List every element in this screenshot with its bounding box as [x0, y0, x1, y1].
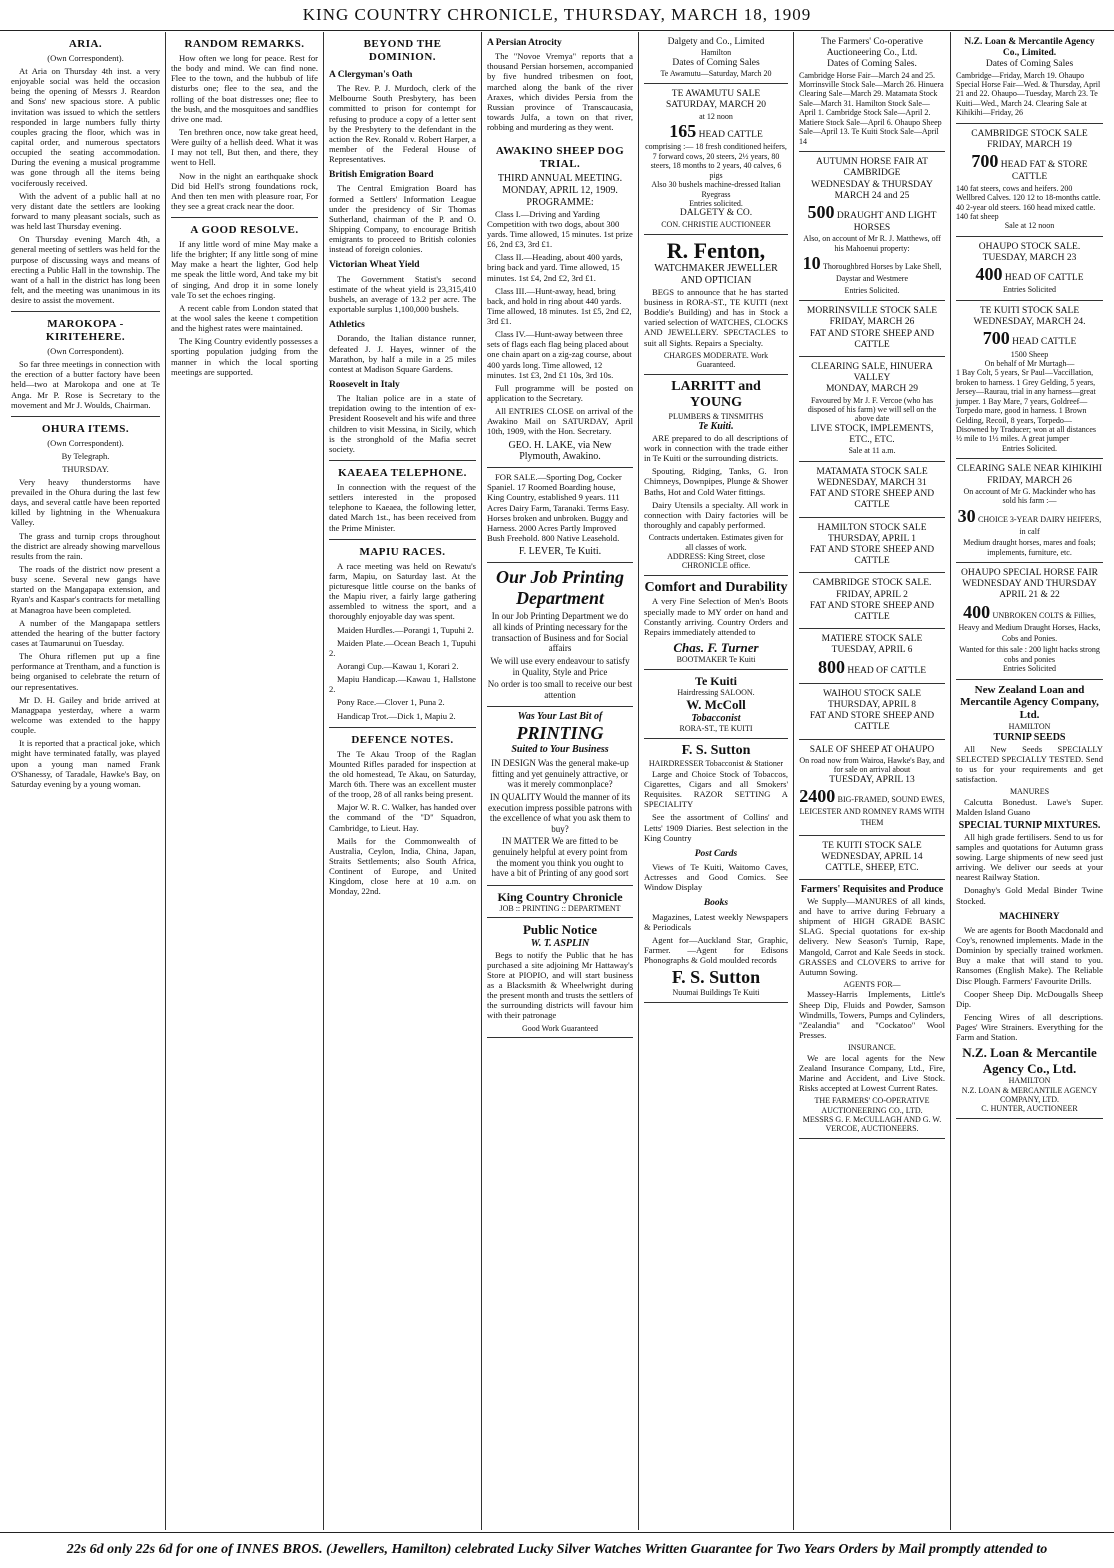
ad-subheading: TURNIP SEEDS [993, 731, 1066, 743]
ad-body: 140 fat steers, cows and heifers. 200 Wellbred Calves. 120 12 to 18-months cattle. 40 2-year old steers. 160 head mixed cattle. 140 fat sheep [956, 183, 1101, 221]
ad-note: All ENTRIES CLOSE on arrival of the Awakino Mail on SATURDAY, April 10th, 1909, with the Hon. Secretary. [487, 406, 633, 437]
ad-bullet: We will use every endeavour to satisfy in Quality, Style and Price [490, 655, 630, 677]
ad-date: FRIDAY, MARCH 26 [829, 317, 915, 328]
ad-body: Fencing Wires of all descriptions. Pages' Wire Strainers. Everything for the Farm and Station. [956, 1012, 1103, 1043]
head-count: 400 [975, 264, 1003, 285]
ad-signature: F. LEVER, Te Kuiti. [518, 546, 602, 558]
aria-paragraph: With the advent of a public hall at no very distant date the settlers are looking forward to many pleasant socials, such as was held last Thursday evening. [11, 190, 160, 232]
column-7 [951, 32, 1108, 1530]
ad-date: WEDNESDAY, MARCH 24. [973, 317, 1086, 328]
news-subheading: British Emigration Board [329, 170, 434, 181]
ad-body: On account of Mr G. Mackinder who has sold his farm :— [963, 486, 1096, 506]
ad-title: AWAKINO SHEEP DOG TRIAL. [495, 145, 625, 171]
ad-subheading: INSURANCE. [848, 1043, 896, 1053]
ad-line: HAMILTON [1008, 722, 1051, 732]
ohaupo-horse-fair-ad [956, 563, 1103, 680]
ad-body: See the assortment of Collins' and Letts' 1909 Diaries. Best selection in the King Country [644, 812, 788, 843]
ad-date: THURSDAY, APRIL 1 [827, 533, 917, 544]
ad-line: Tobacconist [691, 712, 741, 724]
ad-name: N.Z. Loan & Mercantile Agency Co., Ltd. [962, 1045, 1097, 1076]
ad-bullet: IN DESIGN Was the general make-up fitting and yet genuinely attractive, or was it merely commonplace? [491, 758, 629, 790]
ohaupo-sheep-sale-ad [799, 740, 945, 836]
divider [329, 727, 476, 728]
ad-title: LARRITT and YOUNG [671, 378, 761, 411]
news-subheading: A Clergyman's Oath [329, 69, 413, 80]
ad-line: HEAD OF CATTLE [847, 665, 926, 676]
mccoll-ad [644, 670, 788, 739]
aria-paragraph: On Thursday evening March 4th, a general meeting of settlers was held for the purpose of discussing ways and means of erecting a Public Hall in the township. The want of a hall in the district has long been felt, and the meeting was unanimous in its desire to assist the movement. [11, 234, 160, 306]
ad-body: Also, on account of Mr R. J. Matthews, off his Mahoenui property: [803, 234, 941, 253]
ad-body: Cambridge—Friday, March 19. Ohaupo Special Horse Fair—Wed. & Thursday, April 21 and 22. Ohaupo—Tuesday, March 23. Te Kuiti—Wed., March 24. Clearing Sale at Kihikihi—Friday, 26 [956, 70, 1101, 118]
column-4 [482, 32, 639, 1530]
ad-line: CHOICE 3-YEAR DAIRY HEIFERS, in calf [978, 514, 1102, 536]
ad-line: Nuumai Buildings Te Kuiti [672, 988, 760, 998]
ad-title: CLEARING SALE, HINUERA VALLEY [811, 361, 933, 384]
nz-loan-ad [956, 32, 1103, 124]
ad-date: TUESDAY, APRIL 6 [831, 645, 913, 656]
comfort-durability-ad [644, 576, 788, 670]
ad-list [487, 758, 633, 879]
marokopa-heading: MAROKOPA - KIRITEHERE. [45, 318, 126, 344]
ad-name: F. S. Sutton [671, 967, 761, 988]
ad-line: HAMILTON [1008, 1076, 1051, 1086]
random-paragraph: Ten brethren once, now take great heed, Were guilty of a hellish deed. What it was I may not tell, But then, and there, they went to Hell. [171, 126, 318, 168]
ad-line: FAT AND STORE SHEEP AND CATTLE [809, 489, 935, 511]
ad-signature: THE FARMERS' CO-OPERATIVE AUCTIONEERING CO., LTD. [814, 1096, 930, 1115]
ad-body: All high grade fertilisers. Send to us for samples and quotations for Autumn grass sowing. Large shipments of new seed just arriving. We deliver our seeds at your nearest Railway Station. [956, 831, 1103, 883]
ad-title: TE KUITI STOCK SALE [979, 305, 1080, 316]
ad-line: Sale at 11 a.m. [848, 446, 896, 456]
ad-date: TUESDAY, APRIL 13 [829, 774, 915, 785]
ad-name: W. T. ASPLIN [530, 937, 590, 949]
ad-body: Also 30 bushels machine-dressed Italian Ryegrass [651, 180, 781, 199]
ad-line: Entries Solicited. [1001, 443, 1058, 453]
ad-line: RORA-ST., TE KUITI [679, 724, 753, 734]
ad-body: Large and Choice Stock of Tobaccos, Cigarettes, Cigars and all Smokers' Requisites. RAZOR SETTING A SPECIALITY [644, 768, 788, 810]
sheep-dog-trial-ad [487, 135, 633, 468]
nz-loan-hamilton-ad [956, 680, 1103, 1119]
random-paragraph: Now in the night an earthquake shock Did bid Hell's strong foundations rock, And then ten men with pleasure roar, For they see a great crack near the door. [171, 170, 318, 211]
class-entry: Class I.—Driving and Yarding Competition with two dogs, about 300 yards. Time allowed, 15 minutes. 1st prize £6, 2nd £3, 3rd £1. [487, 208, 633, 250]
ad-body: Agent for—Auckland Star, Graphic, Farmer. —Agent for Edisons Phonographs & Gold moulded records [644, 934, 788, 966]
ad-title: CAMBRIDGE STOCK SALE [971, 128, 1088, 139]
job-printing-ad [487, 563, 633, 707]
race-result: Pony Race.—Clover 1, Puna 2. [337, 697, 445, 708]
ohura-paragraph: Very heavy thunderstorms have prevailed in the Ohura during the last few days, and several cattle have been reported killed by lightning in the Whenuakura Valley. [11, 476, 160, 528]
ad-title: MATIERE STOCK SALE [821, 634, 923, 645]
te-awamutu-sale-ad [644, 84, 788, 235]
ad-date: TUESDAY, MARCH 23 [982, 253, 1077, 264]
ad-line: Was Your Last Bit of [517, 711, 603, 723]
head-count: 700 [971, 151, 999, 172]
head-count: 500 [807, 201, 835, 222]
ad-date: MONDAY, APRIL 12, 1909. [502, 185, 618, 197]
ohura-paragraph: The roads of the district now present a busy scene. Several new gangs have started on the Mangapapa extension, and Ryan's and Kaspar's contracts for metalling at Managroa have been completed. [11, 564, 160, 615]
ad-body: BEGS to announce that he has started business in RORA-ST., TE KUITI (next Boddie's Building) and has in Stock a varied selection of WATCHES, CLOCKS AND JEWELLERY. SPECTACLES to suit all Sights. Repairs a Specialty. [644, 286, 788, 348]
mapiu-races-heading: MAPIU RACES. [359, 545, 446, 558]
ad-title: Public Notice [522, 922, 597, 938]
news-paragraph: The Central Emigration Board has formed a Settlers' Information League under the presidency of Sir Thomas Sutherland, chairman of the P. and O. Shipping Company, to encourage British emigrants to proceed to British colonies instead of foreign colonies. [329, 183, 476, 255]
good-resolve-heading: A GOOD RESOLVE. [190, 224, 299, 237]
defence-paragraph: Mails for the Commonwealth of Australia, Ceylon, India, China, Japan, Straits Settlements; also South Africa, Continent of Europe, and United Kingdom, close here at 10 a.m. on Monday, 22nd. [329, 835, 476, 897]
matamata-sale-ad [799, 462, 945, 518]
ad-line: Good Work Guaranteed [521, 1023, 599, 1033]
ad-body: Favoured by Mr J. F. Vercoe (who has disposed of his farm) we will sell on the above date [807, 395, 937, 424]
ad-line: Dates of Coming Sales. [827, 59, 917, 70]
matiere-sale-ad [799, 629, 945, 684]
resolve-poem: If any little word of mine May make a life the brighter; If any little song of mine May make a heart the lighter, God help me speak the little word, And take my bit of singing, And drop it in some lonely vale To set the echoes ringing. [171, 239, 318, 300]
class-entry: Class III.—Hunt-away, head, bring back, and hold in ring about 440 yards. Time allowed, 18 minutes. 1st £5, 2nd £2, 3rd £1. [487, 285, 632, 327]
ad-title: AUTUMN HORSE FAIR AT CAMBRIDGE [816, 157, 928, 179]
race-result: Maiden Hurdles.—Porangi 1, Tupuhi 2. [337, 624, 474, 635]
news-paragraph: The "Novoe Vremya" reports that a thousand Persian horsemen, accompanied by five hundred tribesmen on foot, marched along the bank of the river Araxes, which divides Persia from the Russian province of Transcaucasia, towards Julfa, a town on that river, robbing and murdering as they went. [487, 51, 633, 133]
ad-line: Te Kuiti. [698, 421, 734, 433]
ad-title: F. S. Sutton [681, 742, 751, 758]
ad-line: WATCHMAKER JEWELLER AND OPTICIAN [654, 263, 778, 287]
ad-body: ARE prepared to do all descriptions of work in connection with the trade either in Te Kuiti or the surrounding districts. [644, 432, 788, 464]
ad-title: R. Fenton, [666, 238, 766, 264]
ad-line: 1500 Sheep [1010, 349, 1049, 359]
kaeaea-paragraph: In connection with the request of the settlers interested in the proposed telephone to Kaeaea, the following letter, dated March 1st., has been received from the Prime Minister. [329, 482, 476, 533]
ad-title: MATAMATA STOCK SALE [816, 466, 928, 477]
ad-line: HEAD CATTLE [1012, 337, 1077, 348]
ad-line: On behalf of Mr Murtagh— [984, 358, 1075, 368]
column-3 [324, 32, 482, 1530]
ad-body: Wanted for this sale : 200 light hacks strong cobs and ponies [959, 645, 1100, 664]
ohura-telegraph: By Telegraph. [61, 450, 110, 461]
ad-body: 1 Bay Colt, 5 years, Sr Paul—Vaccillation, broken to harness. 1 Grey Gelding, 5 years, Jersey—Raurau, trial in any harness—great jumper. 1 Bay Mare, 7 years, Goldreef—Torpedo mare, good in harness. 1 Brown Gelding, Recoil, 8 years, Torpedo—Disowned by Traducer; won at all distances ½ mile to 1½ miles. A great jumper [956, 368, 1096, 444]
ad-line: THIRD ANNUAL MEETING. [497, 173, 623, 185]
ad-line: Hairdressing SALOON. [677, 687, 755, 697]
ad-line: PLUMBERS & TINSMITHS [668, 411, 764, 421]
ohura-byline: (Own Correspondent). [47, 437, 124, 448]
ad-line: FAT AND STORE SHEEP AND CATTLE [809, 711, 935, 733]
head-count: 10 [802, 253, 821, 274]
ad-bullet: In our Job Printing Department we do all kinds of Printing necessary for the transaction of Business and for Social affairs [491, 611, 629, 654]
ad-line: at 12 noon [699, 111, 733, 121]
ohaupo-stock-sale-ad [956, 237, 1103, 301]
class-entry: Class II.—Heading, about 400 yards, bring back and yard. Time allowed, 15 minutes. 1st £4, 2nd £2, 3rd £1. [487, 252, 623, 283]
ad-title: Dalgety and Co., Limited [667, 37, 765, 47]
divider [171, 217, 318, 218]
divider [329, 460, 476, 461]
morrinsville-sale-ad [799, 301, 945, 357]
ad-line: LIVE STOCK, IMPLEMENTS, ETC., ETC. [810, 423, 934, 446]
marokopa-paragraph: So far three meetings in connection with the erection of a butter factory have been held—two at Marokopa and one at Te Anga. Mr P. Rose is Secretary to the movement and Mr J. Woulds, Chairman. [11, 359, 160, 410]
ad-line: UNBROKEN COLTS & Fillies, Heavy and Medium Draught Horses, Hacks, Cobs and Ponies. [958, 610, 1101, 643]
ad-subheading: Post Cards [694, 848, 738, 859]
divider [11, 311, 160, 312]
ad-title: WAIHOU STOCK SALE [823, 688, 921, 699]
kihikihi-clearing-sale-ad [956, 459, 1103, 563]
ad-line: HAIRDRESSER Tobacconist & Stationer [648, 759, 784, 769]
news-paragraph: The Government Statist's second estimate of the wheat yield is 23,315,410 bushels, an average of 13.2 per acre. The exportable surplus 1,100,000 bushels. [329, 273, 476, 315]
farmers-coop-ad [799, 32, 945, 152]
ad-title: MORRINSVILLE STOCK SALE [806, 306, 938, 317]
resolve-paragraph: A recent cable from London stated that at the wool sales the keene t competition and the highest rates were maintained. [171, 302, 318, 334]
resolve-paragraph: The King Country evidently possesses a sporting population judging from the manner in which the local sporting meetings are supported. [171, 336, 318, 377]
divider [329, 539, 476, 540]
ad-date: FRIDAY, APRIL 2 [836, 589, 908, 600]
ad-body: On road now from Wairoa, Hawke's Bay, and for sale on arrival about [799, 755, 945, 775]
printing-ad [487, 707, 633, 886]
ad-list [487, 611, 633, 700]
ad-title: OHAUPO SPECIAL HORSE FAIR [961, 567, 1098, 578]
ad-bullet: IN QUALITY Would the manner of its execution impress possible patrons with the excellence of what you ask them to buy? [488, 791, 632, 834]
ad-line: Entries solicited. [689, 198, 743, 208]
news-paragraph: Dorando, the Italian distance runner, defeated J. J. Hayes, winner of the Marathon, by half a mile in a 25 miles contest at Madison Square Gardens. [329, 333, 476, 374]
ad-line: Sale at 12 noon [1004, 221, 1055, 231]
random-paragraph: How often we long for peace. Rest for the body and mind. We can find none. Flee to the town, and the hubbub of life disturbs one; flee to the sea, and the rolling of the boat distresses one; flee to the bush, and the mosquitoes and sandflies drive one mad. [171, 52, 318, 124]
news-subheading: Athletics [329, 320, 365, 331]
column-5 [639, 32, 794, 1530]
divider [11, 416, 160, 417]
ohura-paragraph: The Ohura riflemen put up a fine performance at Trentham, and a function is being organised to celebrate the return of our representatives. [11, 651, 160, 692]
ohura-paragraph: Mr D. H. Gailey and bride arrived at Managpapa yesterday, where a warm welcome was extended to the happy couple. [11, 694, 160, 736]
race-result: Handicap Trot.—Dick 1, Mapiu 2. [337, 710, 456, 721]
beyond-dominion-heading: BEYOND THE DOMINION. [363, 38, 442, 63]
ad-title: HAMILTON STOCK SALE [817, 522, 927, 533]
hamilton-sale-ad [799, 518, 945, 574]
ad-line: Hamilton [700, 48, 732, 58]
ad-subheading: MANURES [1009, 787, 1050, 797]
ad-body: We are agents for Booth Macdonald and Coy's, renowned implements. Made in the Dominion by specially trained workmen. Buy a make that will stand to you. Ransomes (English Make). The Reliable Disc Plough. Farmers' Favourite Drills. [956, 924, 1103, 986]
class-entry: Class IV.—Hunt-away between three sets of flags each flag being placed about one chain apart on a zig-zag course, about 400 yards long. Time allowed, 12 minutes. 1st £3, 2nd £1 10s, 3rd 10s. [487, 329, 632, 380]
column-6 [794, 32, 951, 1530]
ad-title: Te Kuiti [695, 673, 737, 688]
newspaper-page [6, 32, 1108, 1530]
autumn-horse-fair-ad [799, 152, 945, 301]
ad-title: Farmers' Requisites and Produce [800, 884, 944, 896]
aria-paragraph: At Aria on Thursday 4th inst. a very enjoyable social was held the occasion being the opening of Messrs J. Reardon and Sons' new spacious store. A public invitation was issued to which the settlers responded in large numbers fully thirty couples gracing the floor, which was in capital order, and numerous spectators occupied the seating accommodation. During the evening a musical programme was gone through all the items being vociferously received. [11, 65, 160, 188]
ad-body: Calcutta Bonedust. Lawe's Super. Malden Island Guano [956, 796, 1103, 817]
ad-signature: GEO. H. LAKE, via New Plymouth, Awakino. [508, 439, 612, 463]
head-count: 400 [963, 601, 991, 622]
ad-body: Dairy Utensils a specialty. All work in connection with Dairy factories will be thoroughly and capably performed. [644, 499, 788, 530]
ad-subheading: AGENTS FOR— [843, 980, 901, 990]
fenton-ad [644, 235, 788, 375]
ad-body: Magazines, Latest weekly Newspapers & Periodicals [644, 911, 788, 932]
ad-title: CLEARING SALE NEAR KIHIKIHI [957, 464, 1102, 475]
ad-line: BIG-FRAMED, SOUND EWES, LEICESTER AND ROMNEY RAMS WITH THEM [799, 794, 945, 828]
kaeaea-heading: KAEAEA TELEPHONE. [338, 467, 467, 480]
ad-line: Suited to Your Business [511, 744, 609, 756]
ohura-day: THURSDAY. [62, 463, 109, 474]
ad-line: ADDRESS: King Street, close CHRONICLE office. [667, 551, 765, 571]
ad-line: CHARGES MODERATE. Work Guaranteed. [663, 350, 769, 370]
ad-body: Cambridge Horse Fair—March 24 and 25. Morrinsville Stock Sale—March 26. Hinuera Clearing Sale—March 29. Matamata Stock Sale—March 31. Hamilton Stock Sale—April 1. Cambridge Stock Sale—April 2. Matiere Stock Sale—April 6. Ohaupo Sheep Sale—April 13. Te Kuiti Stock Sale—April 14 [799, 70, 944, 146]
ad-body: Donaghy's Gold Medal Binder Twine Stocked. [956, 885, 1103, 906]
news-paragraph: The Italian police are in a state of trepidation owing to the intention of ex-President Roosevelt and his wife and three children to visit Messina, in Sicily, which is the stronghold of the Mafia secret society. [329, 393, 476, 454]
ad-title: King Country Chronicle [497, 889, 623, 904]
head-count: 165 [669, 121, 697, 142]
sutton-ad [644, 739, 788, 1003]
ad-body: We are local agents for the New Zealand Insurance Company, Ltd., Fire, Marine and Accident, and Live Stock. Risks accepted at Lowest Current Rates. [799, 1052, 945, 1094]
waihou-sale-ad [799, 684, 945, 740]
ad-title: PRINTING [516, 723, 604, 744]
cambridge-sale-ad [799, 573, 945, 629]
ohura-paragraph: The grass and turnip crops throughout the district are already showing marvellous results from the rain. [11, 530, 160, 561]
ad-title: New Zealand Loan and Mercantile Agency Company, Ltd. [960, 683, 1099, 722]
ad-line: FAT AND STORE SHEEP AND CATTLE [809, 600, 935, 622]
ad-subheading: MACHINERY [999, 911, 1060, 922]
ad-line: Entries Solicited. [844, 285, 900, 295]
ad-line: Entries Solicited [1002, 664, 1057, 674]
ad-title: The Farmers' Co-operative Auctioneering Co., Ltd. [821, 37, 923, 59]
ad-line: DRAUGHT AND LIGHT HORSES [836, 210, 937, 234]
masthead: KING COUNTRY CHRONICLE, THURSDAY, MARCH 18, 1909 [0, 0, 1114, 31]
defence-paragraph: Major W. R. C. Walker, has handed over the command of the "D" Squadron, Cambridge, to Lieut. Hay. [329, 802, 476, 833]
public-notice-ad [487, 918, 633, 1038]
te-kuiti-sale-ad [799, 836, 945, 881]
aria-byline: (Own Correspondent). [47, 52, 124, 63]
ad-body: Massey-Harris Implements, Little's Sheep Dip, Fluids and Powder, Samson Windmills, Towers, Pumps and Cylinders, "Zealandia" and "Cockatoo" Wool Presses. [799, 989, 945, 1041]
ad-date: FRIDAY, MARCH 19 [987, 140, 1072, 150]
ad-line: Te Awamutu—Saturday, March 20 [660, 68, 772, 78]
ad-body: Medium draught horses, mares and foals; implements, furniture, etc. [963, 538, 1096, 557]
ad-subheading: SPECIAL TURNIP MIXTURES. [958, 819, 1101, 831]
ad-line: Te Kuiti [729, 655, 756, 665]
ad-signature: N.Z. LOAN & MERCANTILE AGENCY COMPANY, LTD. [961, 1085, 1098, 1104]
ad-name: W. McColl [686, 697, 746, 713]
ad-title: N.Z. Loan & Mercantile Agency Co., Limited. [964, 37, 1095, 59]
ad-line: Dates of Coming Sales [672, 57, 760, 68]
ad-date: WEDNESDAY, MARCH 31 [817, 477, 927, 488]
ad-line: Entries Solicited [1002, 285, 1057, 295]
ad-title: TE KUITI STOCK SALE [822, 840, 922, 851]
ad-date: WEDNESDAY AND THURSDAY APRIL 21 & 22 [962, 579, 1097, 601]
ad-line: HEAD FAT & STORE CATTLE [1000, 160, 1088, 183]
ohura-paragraph: It is reported that a practical joke, which might have terminated fatally, was played upon a young man named Frank O'Shanessy, of Taradale, Hawke's Bay, on Saturday evening by a young woman. [11, 738, 160, 789]
ad-body: Begs to notify the Public that he has purchased a site adjoining Mr Hattaway's Store at PIOPIO, and will start business as a Blacksmith & Wheelwright during the present month and trusts the settlers of the surrounding districts will favour him with their patronage [487, 949, 633, 1021]
te-kuiti-stock-sale-ad [956, 301, 1103, 459]
ohura-paragraph: A number of the Mangapapa settlers attended the hearing of the butter factory cases at Taumarunui on Tuesday. [11, 617, 160, 648]
kcc-ad [487, 886, 633, 919]
ad-date: MONDAY, MARCH 29 [825, 384, 919, 395]
ad-signature: DALGETY & CO. [679, 208, 753, 219]
ad-signature: C. HUNTER, AUCTIONEER [981, 1104, 1078, 1114]
race-result: Aorangi Cup.—Kawau 1, Korari 2. [337, 660, 459, 671]
ad-line: FAT AND STORE SHEEP AND CATTLE [809, 544, 935, 567]
larritt-young-ad [644, 375, 788, 576]
head-count: 800 [817, 656, 845, 677]
ad-signature: MESSRS G. F. McCULLAGH AND G. W. VERCOE, AUCTIONEERS. [802, 1115, 942, 1134]
ad-name: Chas. F. Turner [673, 639, 759, 655]
ad-line: BOOTMAKER [676, 655, 728, 665]
ad-note: Full programme will be posted on application to the Secretary. [487, 382, 633, 404]
ad-line: CATTLE, SHEEP, ETC. [825, 862, 919, 873]
ad-title: CAMBRIDGE STOCK SALE. [812, 578, 932, 589]
ad-body: comprising :— 18 fresh conditioned heifers, 7 forward cows, 20 steers, 2½ years, 80 steers, 18 months to 2 years, 40 calves, 6 pigs [645, 142, 787, 180]
ad-title: Comfort and Durability [644, 579, 788, 595]
dalgety-ad [644, 32, 788, 84]
column-1 [6, 32, 166, 1530]
aria-heading: ARIA. [68, 38, 103, 50]
ad-title: Our Job Printing Department [495, 566, 625, 609]
race-result: Mapiu Handicap.—Kawau 1, Hallstone 2. [329, 674, 476, 695]
news-subheading: Victorian Wheat Yield [329, 260, 420, 271]
ad-body: We Supply—MANURES of all kinds, and have to arrive during February a shipment of HIGH GRADE BASIC SLAG. Special quotations for ex-ship delivery. New Season's Turnip, Rape, Mangold, Carrot and Kale Seeds in stock. GRASSES and CLOVERS to arrive for Autumn Sowing. [799, 895, 945, 977]
ad-body: Views of Te Kuiti, Waitomo Caves, Actresses and Good Comics. See Window Display [644, 861, 788, 893]
ad-body: All New Seeds SPECIALLY SELECTED SPECIALLY TESTED. Send to us for your requirements and get satisfaction. [956, 743, 1103, 785]
ad-line: Dates of Coming Sales [985, 59, 1074, 70]
ohura-heading: OHURA ITEMS. [41, 422, 130, 435]
ad-line: JOB :: PRINTING :: DEPARTMENT [499, 904, 621, 914]
ad-bullet: IN MATTER We are fitted to be genuinely helpful at every point from the moment you think you ought to have a bit of Printing of any good sort [491, 836, 629, 879]
farmers-requisites-ad [799, 880, 945, 1139]
ad-date: FRIDAY, MARCH 26 [987, 475, 1072, 486]
ad-title: SALE OF SHEEP AT OHAUPO [809, 744, 935, 755]
ad-subheading: Books [703, 898, 729, 909]
ad-date: THURSDAY, APRIL 8 [827, 699, 917, 710]
marokopa-byline: (Own Correspondent). [47, 346, 124, 357]
mapiu-paragraph: A race meeting was held on Rewatu's farm, Mapiu, on Saturday last. At the picturesque little course on the banks of the Mapiu river, a fairly large gathering assembled to witness the sport, and a thoroughly enjoyable day was spent. [329, 560, 476, 622]
ad-line: PROGRAMME: [526, 196, 594, 208]
ad-date: SATURDAY, MARCH 20 [665, 100, 767, 111]
head-count: 2400 [799, 785, 836, 806]
news-subheading: Roosevelt in Italy [329, 379, 400, 390]
column-2 [166, 32, 324, 1530]
ad-date: WEDNESDAY & THURSDAY MARCH 24 and 25 [811, 179, 933, 201]
cambridge-stock-sale-ad [956, 124, 1103, 237]
ad-signature: CON. CHRISTIE AUCTIONEER [661, 219, 771, 229]
hinuera-clearing-sale-ad [799, 357, 945, 462]
news-subheading: A Persian Atrocity [487, 38, 562, 48]
ad-title: OHAUPO STOCK SALE. [978, 241, 1081, 252]
random-remarks-heading: RANDOM REMARKS. [184, 38, 305, 50]
defence-paragraph: The Te Akau Troop of the Raglan Mounted Rifles paraded for inspection at the old homestead, Te Akau, on Saturday, March 6th. There was an excellent muster of the troop, 28 of all ranks being present. [329, 748, 476, 800]
ad-line: Thoroughbred Horses by Lake Shell, Daystar and Westmere [822, 262, 942, 284]
footer-banner: 22s 6d only 22s 6d for one of INNES BROS. (Jewellers, Hamilton) celebrated Lucky Silver Watches Written Guarantee for Two Years Orders by Mail promptly attended to [0, 1532, 1114, 1567]
ad-body: A very Fine Selection of Men's Boots specially made to MY order on hand and Constantly arriving. Country Orders and Repairs immediately attended to [644, 596, 788, 637]
ad-bullet: No order is too small to receive our best attention [487, 679, 633, 700]
ad-line: HEAD OF CATTLE [1004, 273, 1084, 284]
for-sale-ad [487, 468, 633, 563]
ad-date: WEDNESDAY, APRIL 14 [821, 851, 923, 862]
ad-body: Spouting, Ridging, Tanks, G. Iron Chimneys, Downpipes, Plunge & Shower Baths, Hot and Cold Water fittings. [644, 466, 788, 497]
ad-body: FOR SALE.—Sporting Dog, Cocker Spaniel. 17 Roomed Boarding house, King Country, established 9 years. 111 Acres Dairy Farm, Taranaki. Terms Easy. Horses broken and unbroken. Buggy and Harness. 2000 Acres Partly Improved Bush Freehold. 800 Native Leasehold. [487, 472, 630, 544]
head-count: 700 [982, 328, 1010, 349]
ad-line: FAT AND STORE SHEEP AND CATTLE [809, 328, 935, 350]
ad-body: Cooper Sheep Dip. McDougalls Sheep Dip. [956, 988, 1103, 1009]
defence-notes-heading: DEFENCE NOTES. [351, 733, 454, 746]
ad-title: TE AWAMUTU SALE [671, 89, 761, 100]
ad-line: Contracts undertaken. Estimates given for all classes of work. [648, 533, 784, 552]
race-result: Maiden Plate.—Ocean Beach 1, Tupuhi 2. [329, 637, 476, 658]
head-count: 30 [957, 505, 976, 526]
news-paragraph: The Rev. P. J. Murdoch, clerk of the Melbourne South Presbytery, has been committed to prison for contempt for refusing to produce a copy of a letter sent by the Presbytery to the defendant in the action the Rev. Ronald v. Robert Harper, a member of the Federal House of Representatives. [329, 83, 476, 165]
ad-line: HEAD CATTLE [698, 130, 763, 141]
